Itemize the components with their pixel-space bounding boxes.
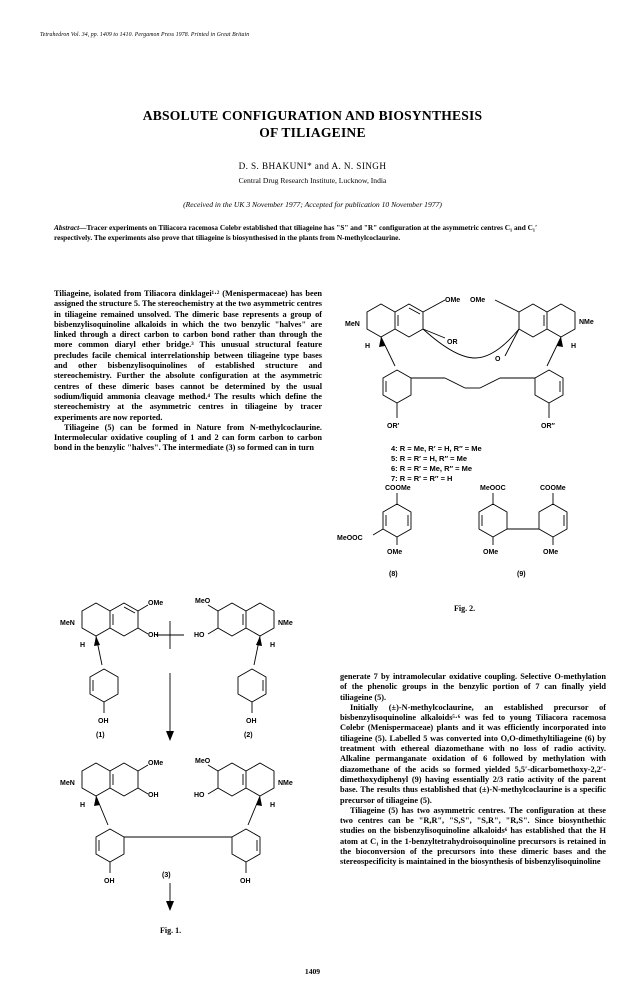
fig1-1-aromatic-ring bbox=[110, 603, 138, 636]
fig2-legend-item: 6: R = R′ = Me, R″ = Me bbox=[391, 464, 473, 473]
fig2-lower-right-ring bbox=[535, 370, 563, 403]
fig1-2-meo: MeO bbox=[195, 598, 211, 605]
fig1-2-nme: NMe bbox=[278, 620, 293, 627]
compound-9-label: (9) bbox=[517, 571, 526, 578]
fig1-2-aromatic-ring bbox=[218, 603, 246, 636]
fig1-3-ho: HO bbox=[194, 792, 205, 799]
body-left-column bbox=[54, 289, 322, 454]
fig2-9-meooc: MeOOC bbox=[480, 485, 506, 492]
abstract bbox=[54, 223, 573, 243]
figure-2-structure bbox=[335, 286, 610, 451]
title-line-1: ABSOLUTE CONFIGURATION AND BIOSYNTHESIS bbox=[142, 108, 483, 123]
received-dates: (Received in the UK 3 November 1977; Accepted for publication 10 November 1977) bbox=[183, 200, 442, 209]
fig2-8-ring bbox=[383, 504, 411, 537]
fig2-legend-item: 5: R = R′ = H, R″ = Me bbox=[391, 454, 468, 463]
fig2-lower-left-ring bbox=[383, 370, 411, 403]
fig1-3-lower-left-ring bbox=[96, 829, 124, 862]
fig2-9-ome-right: OMe bbox=[543, 549, 559, 556]
abstract-lead: Abstract bbox=[54, 223, 80, 232]
fig2-9-right-ring bbox=[539, 504, 567, 537]
figure-1-scheme bbox=[50, 585, 330, 925]
fig1-3-oh-bottom-right: OH bbox=[240, 878, 251, 885]
fig2-legend bbox=[391, 444, 482, 484]
fig1-1-oh-bottom: OH bbox=[98, 718, 109, 725]
fig1-3-oh: OH bbox=[148, 792, 159, 799]
fig2-nme: NMe bbox=[579, 319, 594, 326]
fig2-left-benzene-ring bbox=[395, 304, 423, 337]
fig2-legend-item: 7: R = R′ = R″ = H bbox=[391, 474, 453, 483]
fig1-1-oh: OH bbox=[148, 632, 159, 639]
fig1-2-ho: HO bbox=[194, 632, 205, 639]
body-right-paragraph-1: generate 7 by intramolecular oxidative coupling. Selective O-methylation of the phenolic groups in the benzylic portion of 7 can finally yield tiliageine (5). bbox=[340, 672, 606, 702]
compound-1-label: (1) bbox=[96, 732, 105, 739]
fig2-right-benzene-ring bbox=[519, 304, 547, 337]
fig2-8-meooc: MeOOC bbox=[337, 535, 363, 542]
body-left-paragraph-1: Tiliageine, isolated from Tiliacora dinklagei¹·² (Menispermaceae) has been assigned the structure 5. The stereochemistry at the two asymmetric centres in tiliageine remained unsolved. The dimeric base represents a group of bisbenzylisoquinoline alkaloids in which the two benzylic "halves" are linked through a direct carbon to carbon bond rather than through the more common diaryl ether bridge.³ This unusual structural feature precludes facile chemical interrelationship between tiliageine type bases and other bisbenzylisoquinolines of established structure and stereochemistry. Further the absolute configuration at the asymmetric centres of these dimeric bases cannot be determined by the usual sodium/liquid ammonia cleavage method.⁴ The results which define the stereochemistry at the asymmetric centres in tiliageine by tracer experiments are now reported. bbox=[54, 289, 322, 422]
fig1-3-men: MeN bbox=[60, 780, 75, 787]
page-number: 1409 bbox=[304, 967, 321, 976]
compound-8-label: (8) bbox=[389, 571, 398, 578]
fig1-1-h: H bbox=[80, 642, 86, 649]
running-head: Tetrahedron Vol. 34, pp. 1409 to 1410. Pergamon Press 1978. Printed in Great Britain bbox=[40, 32, 250, 38]
body-right-column bbox=[340, 672, 606, 868]
compound-2-label: (2) bbox=[244, 732, 253, 739]
fig1-3-right-ring bbox=[218, 763, 246, 796]
fig2-h-left: H bbox=[365, 343, 371, 350]
figure-2-caption: Fig. 2. bbox=[454, 604, 476, 613]
body-right-paragraph-2: Initially (±)-N-methylcoclaurine, an established precursor of bisbenzylisoquinoline alkaloids⁵·⁶ was fed to young Tiliacora racemosa Colebr (Menispermaceae) plants and it was efficiently incorporated into tiliageine (5). Labelled 5 was converted into O,O-dimethyltiliageine (6) by treatment with ethereal diazomethane with no loss of radio activity. Alkaline permanganate oxidation of 6 followed by methylation with diazomethane of the acids so formed yielded 5,5′-dicarbomethoxy-2,2′-dimethoxydiphenyl (9) having essentially 2/3 ratio activity of the parent base. The results thus established that (±)-N-methylcoclaurine is a specific precursor of tiliageine (5). bbox=[340, 702, 606, 805]
fig2-8-coome: COOMe bbox=[385, 485, 411, 492]
article-title bbox=[60, 107, 565, 141]
fig1-3-h-right: H bbox=[270, 802, 276, 809]
fig2-or-double-prime: OR″ bbox=[541, 423, 555, 430]
title-line-2: OF TILIAGEINE bbox=[259, 125, 366, 140]
fig1-3-lower-right-ring bbox=[232, 829, 260, 862]
fig2-h-right: H bbox=[571, 343, 577, 350]
fig1-3-meo: MeO bbox=[195, 758, 211, 765]
fig1-2-oh-bottom: OH bbox=[246, 718, 257, 725]
fig2-8-ome: OMe bbox=[387, 549, 403, 556]
authors: D. S. BHAKUNI* and A. N. SINGH bbox=[238, 161, 387, 171]
fig2-o: O bbox=[495, 356, 501, 363]
body-left-paragraph-2: Tiliageine (5) can be formed in Nature from N-methylcoclaurine. Intermolecular oxidative coupling of 1 and 2 can form carbon to carbon bond in the benzylic "halves". The intermediate (3) so formed can in turn bbox=[54, 422, 322, 453]
fig1-1-men: MeN bbox=[60, 620, 75, 627]
figure-2-oxidation-products bbox=[335, 482, 610, 587]
fig2-or-prime: OR′ bbox=[387, 423, 400, 430]
abstract-text: —Tracer experiments on Tiliacora racemosa Colebr established that tiliageine has "S" and "R" configuration at the asymmetric centres C₁ and C₁′ respectively. The experiments also prove that tiliageine is biosynthesised in the plants from N-methylcoclaurine. bbox=[54, 223, 538, 242]
fig1-3-left-ring bbox=[110, 763, 138, 796]
fig2-men: MeN bbox=[345, 321, 360, 328]
fig1-1-ome: OMe bbox=[148, 600, 164, 607]
body-right-paragraph-3: Tiliageine (5) has two asymmetric centres. The configuration at these two centres can be "R,R", "S,S", "S,R", "R,S". Since biosynthethic studies on the bisbenzylisoquinoline alkaloids⁶ has established that the H atom at C₁ in the 1-benzyltetrahydroisoquinoline precursors is retained in the bioconversion of the precursors into these dimeric bases and the stereospecificity is maintained in the biosynthesis of bisbenzylisoquinoline bbox=[340, 805, 606, 867]
fig2-9-ome-left: OMe bbox=[483, 549, 499, 556]
fig1-3-nme: NMe bbox=[278, 780, 293, 787]
figure-1-caption: Fig. 1. bbox=[160, 926, 182, 935]
fig2-ome-1: OMe bbox=[445, 297, 461, 304]
fig2-legend-item: 4: R = Me, R′ = H, R″ = Me bbox=[391, 444, 482, 453]
fig1-1-benzyl-ring bbox=[90, 669, 118, 702]
fig2-9-left-ring bbox=[479, 504, 507, 537]
fig1-3-ome: OMe bbox=[148, 760, 164, 767]
fig1-3-oh-bottom-left: OH bbox=[104, 878, 115, 885]
affiliation: Central Drug Research Institute, Lucknow, India bbox=[238, 176, 387, 185]
fig1-2-h: H bbox=[270, 642, 276, 649]
fig2-ome-2: OMe bbox=[470, 297, 486, 304]
fig2-or: OR bbox=[447, 339, 458, 346]
compound-3-label: (3) bbox=[162, 872, 171, 879]
fig1-2-benzyl-ring bbox=[238, 669, 266, 702]
fig2-9-coome: COOMe bbox=[540, 485, 566, 492]
fig1-3-h-left: H bbox=[80, 802, 86, 809]
